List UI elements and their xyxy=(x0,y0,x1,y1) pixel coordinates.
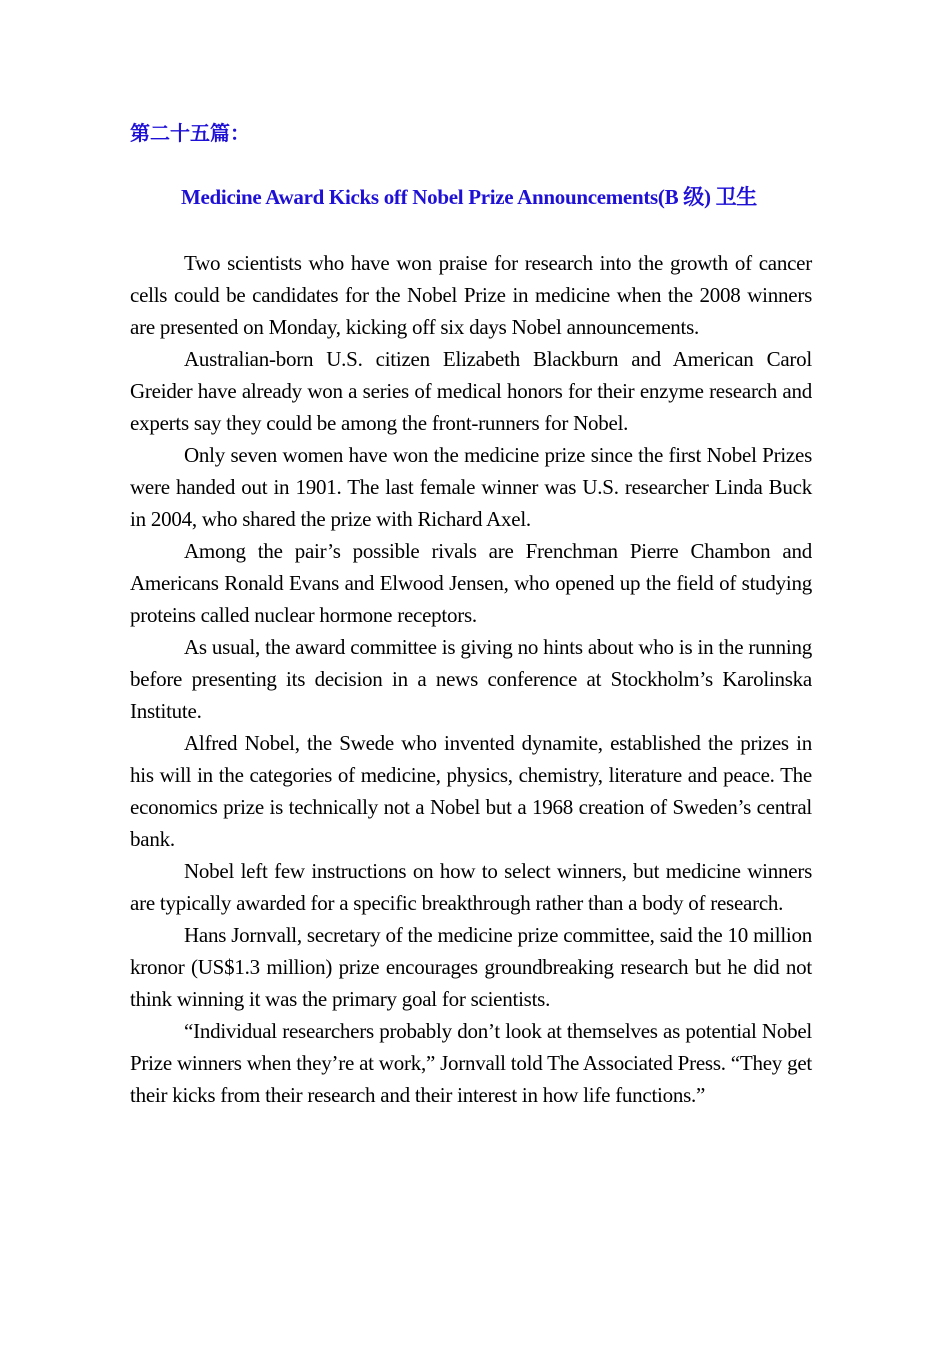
article-body xyxy=(130,247,812,1111)
paragraph-6: Alfred Nobel, the Swede who invented dynamite, established the prizes in his will in the categories of medicine, physics, chemistry, literature and peace. The economics prize is technically not a Nobel but a 1968 creation of Sweden’s central bank. xyxy=(130,731,812,851)
paragraph-9: “Individual researchers probably don’t look at themselves as potential Nobel Prize winners when they’re at work,” Jornvall told The Associated Press. “They get their kicks from their research and their interest in how life functions.” xyxy=(130,1019,812,1107)
paragraph-4: Among the pair’s possible rivals are Frenchman Pierre Chambon and Americans Ronald Evans and Elwood Jensen, who opened up the field of studying proteins called nuclear hormone receptors. xyxy=(130,539,812,627)
paragraph-1: Two scientists who have won praise for research into the growth of cancer cells could be candidates for the Nobel Prize in medicine when the 2008 winners are presented on Monday, kicking off six days Nobel announcements. xyxy=(130,251,812,339)
paragraph-7: Nobel left few instructions on how to select winners, but medicine winners are typically awarded for a specific breakthrough rather than a body of research. xyxy=(130,859,812,915)
section-heading: 第二十五篇： xyxy=(130,121,250,145)
paragraph-5: As usual, the award committee is giving no hints about who is in the running before presenting its decision in a news conference at Stockholm’s Karolinska Institute. xyxy=(130,635,812,723)
paragraph-3: Only seven women have won the medicine prize since the first Nobel Prizes were handed out in 1901. The last female winner was U.S. researcher Linda Buck in 2004, who shared the prize with Richard Axel. xyxy=(130,443,812,531)
paragraph-2: Australian-born U.S. citizen Elizabeth Blackburn and American Carol Greider have already won a series of medical honors for their enzyme research and experts say they could be among the front-runners for Nobel. xyxy=(130,347,812,435)
article-title: Medicine Award Kicks off Nobel Prize Announcements(B 级) 卫生 xyxy=(181,185,757,209)
paragraph-8: Hans Jornvall, secretary of the medicine prize committee, said the 10 million kronor (US$1.3 million) prize encourages groundbreaking research but he did not think winning it was the primary goal for scientists. xyxy=(130,923,812,1011)
